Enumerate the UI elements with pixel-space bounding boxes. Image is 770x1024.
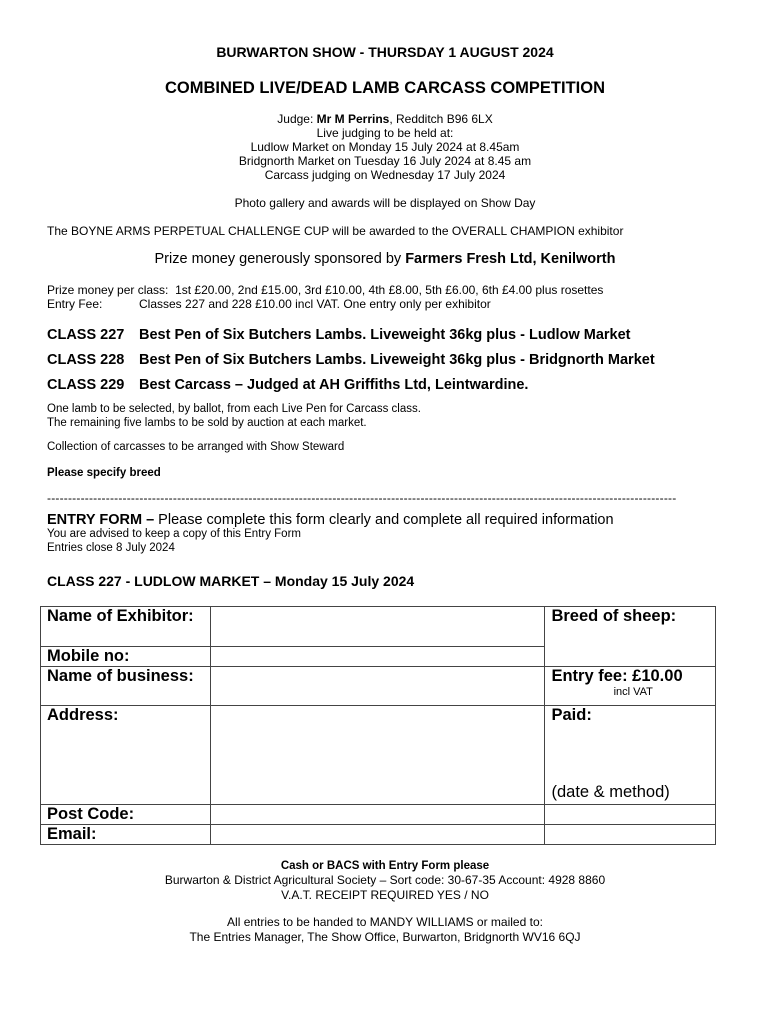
live-judging: Live judging to be held at:: [316, 126, 454, 140]
payment-note: Cash or BACS with Entry Form please: [280, 860, 490, 872]
keep-copy-note: You are advised to keep a copy of this Entry Form: [47, 528, 301, 540]
prize-money-values: 1st £20.00, 2nd £15.00, 3rd £10.00, 4th £8.00, 5th £6.00, 6th £4.00 plus rosettes: [175, 283, 604, 297]
form-class-heading: CLASS 227 - LUDLOW MARKET – Monday 15 July 2024: [47, 573, 415, 589]
name-exhibitor-label: Name of Exhibitor:: [41, 607, 211, 647]
prize-money-label: Prize money per class:: [47, 283, 169, 297]
sponsor-prefix: Prize money generously sponsored by: [154, 251, 402, 267]
class-description: Best Carcass – Judged at AH Griffiths Ltd, Leintwardine.: [139, 377, 529, 393]
paid-label: Paid:: [551, 706, 592, 724]
vat-receipt-line: V.A.T. RECEIPT REQUIRED YES / NO: [281, 888, 489, 902]
paid-cell[interactable]: [545, 706, 716, 805]
post-code-label: Post Code:: [41, 805, 211, 825]
carcass-judging-date: Carcass judging on Wednesday 17 July 2024: [264, 168, 506, 182]
class-number: CLASS 229: [47, 377, 125, 393]
bank-details: Burwarton & District Agricultural Society – Sort code: 30-67-35 Account: 4928 8860: [164, 873, 606, 887]
handed-to-note: All entries to be handed to MANDY WILLIAMS or mailed to:: [227, 915, 543, 929]
ballot-note: One lamb to be selected, by ballot, from each Live Pen for Carcass class.: [47, 403, 421, 415]
address-field[interactable]: [210, 706, 545, 805]
trophy-note: The BOYNE ARMS PERPETUAL CHALLENGE CUP will be awarded to the OVERALL CHAMPION exhibitor: [47, 224, 624, 238]
judge-line: [0, 112, 770, 126]
entry-form-instructions: Please complete this form clearly and complete all required information: [154, 512, 614, 528]
auction-note: The remaining five lambs to be sold by auction at each market.: [47, 417, 367, 429]
breed-note: Please specify breed: [47, 467, 161, 479]
entry-fee-cell: [545, 667, 716, 706]
judge-name: Mr M Perrins: [316, 112, 390, 126]
prize-money-line: [47, 283, 603, 297]
entry-fee-text: Classes 227 and 228 £10.00 incl VAT. One entry only per exhibitor: [139, 297, 491, 311]
entries-close-note: Entries close 8 July 2024: [47, 542, 175, 554]
entry-fee-amount: Entry fee: £10.00: [551, 667, 683, 685]
mobile-label: Mobile no:: [41, 647, 211, 667]
email-extra-field[interactable]: [545, 825, 716, 845]
ludlow-judging-date: Ludlow Market on Monday 15 July 2024 at 8.45am: [250, 140, 520, 154]
entry-form-heading: [47, 512, 614, 528]
breed-of-sheep-label[interactable]: Breed of sheep:: [545, 607, 716, 667]
sponsor-name: Farmers Fresh Ltd, Kenilworth: [405, 251, 616, 267]
class-description: Best Pen of Six Butchers Lambs. Liveweight 36kg plus - Ludlow Market: [139, 327, 631, 343]
name-business-label: Name of business:: [41, 667, 211, 706]
incl-vat-note: incl VAT: [613, 686, 653, 698]
date-method-note: (date & method): [551, 783, 670, 801]
class-number: CLASS 228: [47, 352, 125, 368]
class-228-line: [47, 352, 655, 368]
entry-form-title: ENTRY FORM –: [47, 512, 155, 528]
mailing-address: The Entries Manager, The Show Office, Burwarton, Bridgnorth WV16 6QJ: [189, 930, 581, 944]
collection-note: Collection of carcasses to be arranged with Show Steward: [47, 441, 345, 453]
address-label: Address:: [41, 706, 211, 805]
judge-prefix: Judge:: [277, 112, 314, 126]
photo-gallery-note: Photo gallery and awards will be displayed on Show Day: [234, 196, 536, 210]
class-description: Best Pen of Six Butchers Lambs. Liveweight 36kg plus - Bridgnorth Market: [139, 352, 655, 368]
entry-fee-label: Entry Fee:: [47, 297, 103, 311]
class-number: CLASS 227: [47, 327, 125, 343]
competition-title: COMBINED LIVE/DEAD LAMB CARCASS COMPETITION: [164, 79, 605, 97]
post-code-field[interactable]: [210, 805, 545, 825]
entry-form-table: [40, 606, 716, 845]
cut-line-divider: ------------------------------------------------------------------------------------------------------------------------------------------------------: [47, 491, 677, 505]
class-227-line: [47, 327, 631, 343]
name-exhibitor-field[interactable]: [210, 607, 545, 647]
mobile-field[interactable]: [210, 647, 545, 667]
bridgnorth-judging-date: Bridgnorth Market on Tuesday 16 July 2024 at 8.45 am: [238, 154, 532, 168]
judge-location: , Redditch B96 6LX: [389, 112, 493, 126]
name-business-field[interactable]: [210, 667, 545, 706]
class-229-line: [47, 377, 528, 393]
show-title: BURWARTON SHOW - THURSDAY 1 AUGUST 2024: [216, 44, 554, 60]
sponsor-line: [0, 251, 770, 267]
entry-fee-line: [47, 297, 491, 311]
email-field[interactable]: [210, 825, 545, 845]
post-code-extra-field[interactable]: [545, 805, 716, 825]
email-label: Email:: [41, 825, 211, 845]
